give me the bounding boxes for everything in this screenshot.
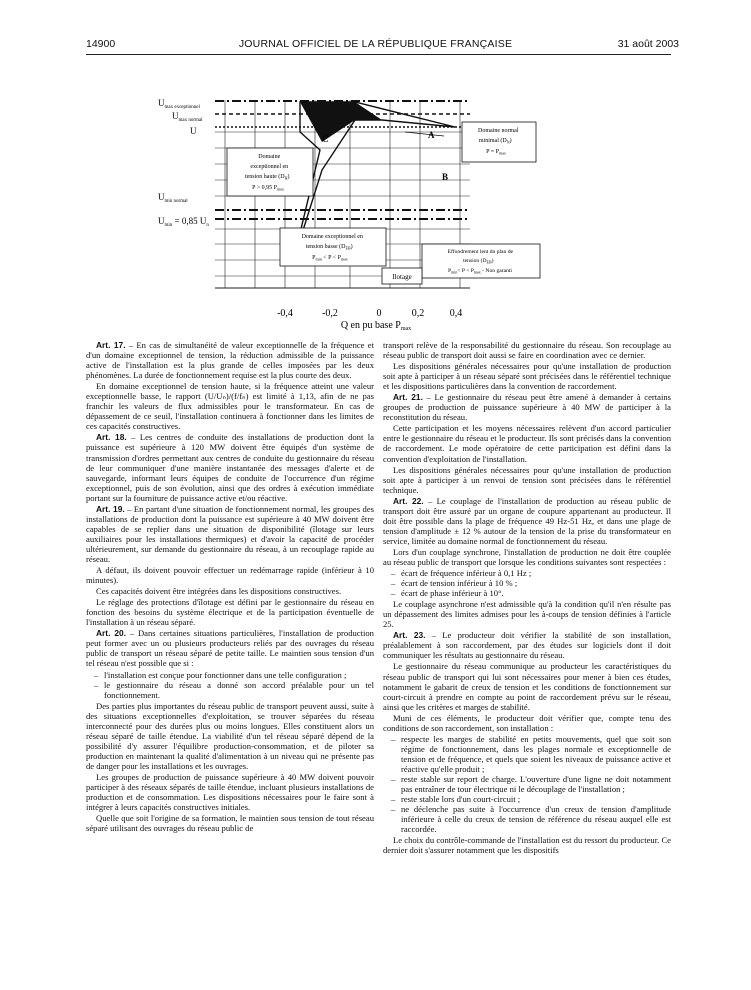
paragraph: Muni de ces éléments, le producteur doit vérifier que, compte tenu des conditions de son raccordement, son installation :	[383, 712, 671, 733]
voltage-reactive-power-diagram	[150, 92, 519, 332]
article-number: Art. 20.	[96, 628, 127, 639]
y-label-umax-normal: $U_{max normal}$	[172, 111, 203, 123]
header-rule	[86, 54, 671, 55]
paragraph: Les dispositions générales nécessaires pour qu'une installation de production soit apte à participer à un réseau séparé sont précisées dans le référentiel technique et les dispositions particulières dans la convention de raccordement.	[383, 361, 671, 392]
paragraph: En domaine exceptionnel de tension haute, si la fréquence atteint une valeur exceptionnelle basse, le rapport (U/Uₙ)/(f/fₙ) est limité à 1,13, afin de ne pas franchir les valeurs de flux admissibles pour le transformateur. En cas de dépassement de ce seuil, l'installation continuera à fonctionner dans les limites de ces capacités constructives.	[86, 381, 374, 432]
article-body: – En cas de simultanéité de valeur exceptionnelle de la fréquence et d'un domaine exceptionnel de tension, la réduction admissible de la puissance active de l'installation est la plus grande de celles imposées par les deux phénomènes. La durée de fonctionnement requise est la plus courte des deux.	[86, 340, 374, 381]
article-body: – Dans certaines situations particulières, l'installation de production peut former avec un ou plusieurs producteurs reliés par des ouvrages du réseau public de transport un réseau séparé de petite taille. Le maintien sous tension d'un tel réseau n'est possible que si :	[86, 628, 374, 669]
box-effondrement	[422, 244, 540, 278]
x-axis-label: Q en pu base $P_{max}$	[340, 320, 412, 332]
list-item: – ne déclenche pas suite à l'occurrence d'un creux de tension d'amplitude inférieure à celle du creux de tension de référence du réseau auquel elle est raccordée.	[383, 804, 671, 834]
paragraph: Le gestionnaire du réseau communique au producteur les caractéristiques du réseau public de transport qui lui sont nécessaires pour mener à bien ces études, notamment le gabarit de creux de tension et les conditions de fonctionnement sur court-circuit à prendre en compte au point de raccordement prévu sur le réseau, ainsi que les critères et marges de stabilité.	[383, 661, 671, 712]
bullet-list	[383, 568, 671, 598]
article-body: – Les centres de conduite des installations de production dont la puissance est supérieure à 120 MW doivent être équipés d'un système de transmission d'ordres permettant aux centres de conduite du gestionnaire du réseau de leur communiquer d'une manière instantanée des messages d'alerte et de sauvegarde, informant leurs équipes de conduite de l'occurrence d'un régime exceptionnel, puis de son évolution, ainsi que des ordres à exécution immédiate portant sur la fourniture de puissance active et/ou réactive.	[86, 432, 374, 503]
left-column	[86, 340, 374, 834]
box-domaine-tension-basse	[280, 228, 386, 266]
article-body: – Le gestionnaire du réseau peut être amené à demander à certains groupes de production de puissance supérieure à 40 MW de participer à la reconstitution du réseau.	[383, 392, 671, 423]
article-paragraph	[383, 392, 671, 422]
paragraph: Le réglage des protections d'îlotage est défini par le gestionnaire du réseau en fonction des besoins du système électrique et de la participation éventuelle de l'installation à un réseau séparé.	[86, 597, 374, 628]
bullet-list	[86, 670, 374, 700]
page-number: 14900	[86, 38, 116, 50]
paragraph: Le couplage asynchrone n'est admissible qu'à la condition qu'il n'en résulte pas un dépassement des limites admises pour les à-coups de tension définies à l'article 25.	[383, 599, 671, 630]
svg-text:Ilotage: Ilotage	[392, 273, 412, 281]
article-paragraph	[86, 432, 374, 502]
article-paragraph	[86, 504, 374, 564]
article-paragraph	[383, 630, 671, 660]
paragraph: Cette participation et les moyens nécessaires relèvent d'un accord particulier entre le gestionnaire du réseau et le producteur. Ils sont précisés dans la convention de raccordement. Le mode opératoire de cette participation est défini dans la convention d'exploitation de l'installation.	[383, 423, 671, 464]
x-tick-label: 0	[376, 308, 382, 319]
x-tick-label: 0,2	[411, 308, 425, 319]
issue-date: 31 août 2003	[617, 38, 679, 50]
article-number: Art. 18.	[96, 432, 127, 443]
svg-text:Domaine exceptionnel en: Domaine exceptionnel en tension basse $(D_{EB})$ $P_{min} < P < P_{max}$	[301, 234, 363, 262]
y-label-umax-exceptionnel: $U_{max exceptionnel}$	[158, 98, 200, 110]
list-item: – l'installation est conçue pour fonctionner dans une telle configuration ;	[86, 670, 374, 680]
paragraph: Quelle que soit l'origine de sa formation, le maintien sous tension de tout réseau séparé utilisant des ouvrages du réseau public de	[86, 813, 374, 834]
svg-text:Effondrement lent du plan de: Effondrement lent du plan de tension $(D_{EB})$ $P_{min}< P < P_{max}$ - Non garanti	[447, 249, 514, 275]
list-item: – écart de phase inférieur à 10°.	[383, 588, 671, 598]
article-body: – Le producteur doit vérifier la stabilité de son installation, préalablement à son raccordement, par des études sur logiciels dont il doit communiquer les résultats au gestionnaire du réseau.	[383, 630, 671, 661]
paragraph: A défaut, ils doivent pouvoir effectuer un redémarrage rapide (inférieur à 10 minutes).	[86, 565, 374, 586]
svg-text:Domaine exceptionnel en: Domaine exceptionnel en tension haute $(D_H)$ P > 0,95 $P_{max}$	[244, 154, 290, 192]
point-c-label: C	[322, 134, 329, 144]
list-item: – le gestionnaire du réseau a donné son accord préalable pour un tel fonctionnement.	[86, 680, 374, 700]
article-body: – Le couplage de l'installation de production au réseau public de transport doit être assuré par un organe de coupure appartenant au producteur. Il doit être possible dans la plage de fréquence 49 Hz-51 Hz, et dans une plage de tension d'amplitude ± 12 % autour de la tension de la prise du transformateur en service, limitée au domaine normal de fonctionnement du réseau.	[383, 495, 671, 546]
article-paragraph	[86, 340, 374, 380]
point-a-label: A	[428, 130, 435, 140]
paragraph: Le choix du contrôle-commande de l'installation est du ressort du producteur. Ce dernier doit s'assurer notamment que les dispositifs	[383, 835, 671, 856]
paragraph: Les groupes de production de puissance supérieure à 40 MW doivent pouvoir participer à des réseaux séparés de taille étendue, incluant plusieurs installations de production et de consommation. Les dispositions nécessaires pour le faire sont à intégrer à leurs capacités constructives initiales.	[86, 771, 374, 813]
y-label-umin: $U_{min} = 0,85$ $U_n$	[158, 216, 209, 228]
domain-normal-arrow	[405, 132, 444, 136]
article-number: Art. 22.	[393, 495, 424, 506]
list-item: – reste stable lors d'un court-circuit ;	[383, 794, 671, 804]
paragraph: Ces capacités doivent être intégrées dans les dispositions constructives.	[96, 586, 342, 597]
box-ilotage	[382, 268, 422, 284]
article-number: Art. 19.	[96, 503, 125, 514]
y-label-umin-normal: $U_{min normal}$	[158, 192, 188, 204]
article-paragraph	[86, 628, 374, 668]
right-column	[383, 340, 671, 856]
box-domaine-normal	[462, 122, 536, 162]
x-tick-label: -0,4	[277, 308, 293, 319]
list-item: – écart de tension inférieur à 10 % ;	[383, 578, 671, 588]
x-tick-label: 0,4	[449, 308, 463, 319]
y-label-u: U	[190, 126, 197, 136]
paragraph: Les dispositions générales nécessaires pour qu'une installation de production soit apte à participer à un renvoi de tension sont précisées dans le référentiel technique.	[383, 464, 671, 495]
article-paragraph	[383, 496, 671, 546]
box-domaine-tension-haute	[227, 148, 313, 196]
list-item: – respecte les marges de stabilité en petits mouvements, quel que soit son régime de fonctionnement, dans les plages normale et exceptionnelle de tension et de fréquence, et quels que soient les niveaux de puissance active et réactive qu'elle produit ;	[383, 734, 671, 774]
x-tick-label: -0,2	[322, 308, 338, 319]
page-header	[0, 38, 751, 54]
svg-text:Domaine normal minimal (: Domaine normal minimal $(D_N)$ $P = P_{max}$	[478, 128, 519, 156]
point-b-label: B	[442, 172, 449, 182]
bullet-list	[383, 734, 671, 834]
journal-title: JOURNAL OFFICIEL DE LA RÉPUBLIQUE FRANÇAISE	[238, 38, 513, 50]
article-number: Art. 23.	[393, 630, 426, 641]
list-item: – écart de fréquence inférieur à 0,1 Hz ;	[383, 568, 671, 578]
article-number: Art. 17.	[96, 340, 126, 350]
paragraph: Des parties plus importantes du réseau public de transport peuvent aussi, suite à des situations exceptionnelles d'exploitation, se trouver séparées du réseau interconnecté pour des durées plus ou moins longues. Elles constituent alors un réseau séparé de taille étendue. La viabilité d'un tel réseau séparé dépend de la possibilité d'y assurer l'équilibre production-consommation, et de piloter sa production en maintenant la qualité d'alimentation à un niveau qui ne présente pas de danger pour les installations et les ouvrages.	[86, 700, 374, 771]
article-number: Art. 21.	[393, 392, 423, 403]
paragraph: transport relève de la responsabilité du gestionnaire du réseau. Son recouplage au réseau public de transport doit aussi se faire en coordination avec ce dernier.	[383, 340, 671, 361]
paragraph: Lors d'un couplage synchrone, l'installation de production ne doit être couplée au réseau public de transport que lorsque les conditions suivantes sont respectées :	[383, 546, 671, 567]
x-tick-labels	[277, 308, 462, 319]
list-item: – reste stable sur report de charge. L'ouverture d'une ligne ne doit notamment pas entraîner de tour électrique ni le découplage de l'installation ;	[383, 774, 671, 794]
article-body: – En partant d'une situation de fonctionnement normal, les groupes des installations de production dont la puissance est supérieure à 40 MW doivent être capables de se replier dans une situation de disponibilité (îlotage sur leurs auxiliaires pour les installations thermiques) et d'avoir la capacité de procéder ultérieurement, sur demande du gestionnaire du réseau, à un recouplage rapide au réseau.	[86, 503, 374, 564]
